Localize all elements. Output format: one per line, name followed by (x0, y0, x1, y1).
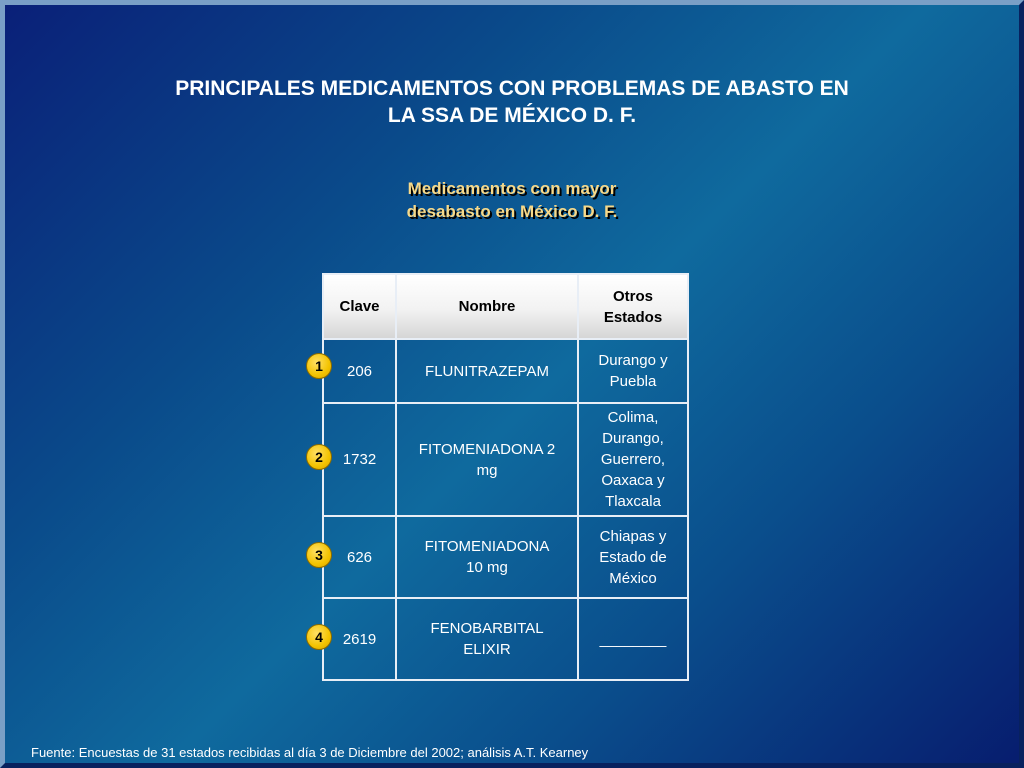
header-nombre: Nombre (396, 274, 578, 339)
slide-title (62, 75, 962, 129)
subtitle-line-1: Medicamentos con mayor (407, 179, 617, 198)
cell-otros-estados (578, 516, 688, 598)
subtitle-line-2: desabasto en México D. F. (406, 202, 618, 221)
table-row (323, 339, 688, 403)
cell-otros-line: Durango y (598, 352, 668, 369)
rank-badge-3: 3 (306, 542, 332, 568)
cell-clave: 1732 (323, 403, 396, 516)
table-row (323, 516, 688, 598)
cell-otros-line: Chiapas y (599, 527, 667, 545)
cell-otros-estados (578, 403, 688, 516)
header-clave: Clave (323, 274, 396, 339)
rank-badge-2: 2 (306, 444, 332, 470)
cell-otros-line: Durango, (602, 430, 664, 447)
cell-nombre-line: FENOBARBITAL (430, 620, 544, 637)
cell-otros-line: Tlaxcala (605, 493, 661, 510)
rank-badge-4: 4 (306, 624, 332, 650)
cell-nombre-line: FLUNITRAZEPAM (425, 362, 549, 380)
cell-otros-estados (578, 598, 688, 680)
cell-nombre-line: FITOMENIADONA 2 (418, 440, 556, 458)
cell-nombre-line: 10 mg (466, 559, 508, 576)
cell-nombre (396, 403, 578, 516)
cell-clave: 626 (323, 516, 396, 598)
medications-table (322, 273, 689, 681)
cell-otros-line: Oaxaca y (601, 472, 665, 489)
table-header-row (323, 274, 688, 339)
header-otros-estados (578, 274, 688, 339)
cell-otros-line: ________ (599, 630, 667, 648)
cell-otros-line: Guerrero, (600, 451, 666, 468)
cell-nombre (396, 339, 578, 403)
cell-nombre-line: FITOMENIADONA (424, 538, 550, 555)
rank-badge-1: 1 (306, 353, 332, 379)
cell-clave: 2619 (323, 598, 396, 680)
cell-otros-line: México (609, 569, 657, 587)
header-otros-line-2: Estados (603, 308, 663, 326)
cell-nombre-line: ELIXIR (463, 641, 511, 658)
title-line-1: PRINCIPALES MEDICAMENTOS CON PROBLEMAS DE ABASTO EN (175, 77, 849, 100)
title-line-2: LA SSA DE MÉXICO D. F. (387, 104, 637, 127)
header-otros-line-1: Otros (612, 287, 653, 305)
table-subtitle (312, 177, 712, 223)
cell-otros-line: Puebla (609, 373, 657, 390)
cell-nombre (396, 598, 578, 680)
cell-otros-estados (578, 339, 688, 403)
cell-clave: 206 (323, 339, 396, 403)
table-row (323, 598, 688, 680)
cell-otros-line: Colima, (607, 409, 659, 426)
cell-otros-line: Estado de (599, 548, 667, 566)
cell-nombre (396, 516, 578, 598)
source-footnote: Fuente: Encuestas de 31 estados recibidas al día 3 de Diciembre del 2002; análisis A.T. Kearney (31, 745, 589, 760)
cell-nombre-line: mg (476, 461, 498, 479)
table-row (323, 403, 688, 516)
